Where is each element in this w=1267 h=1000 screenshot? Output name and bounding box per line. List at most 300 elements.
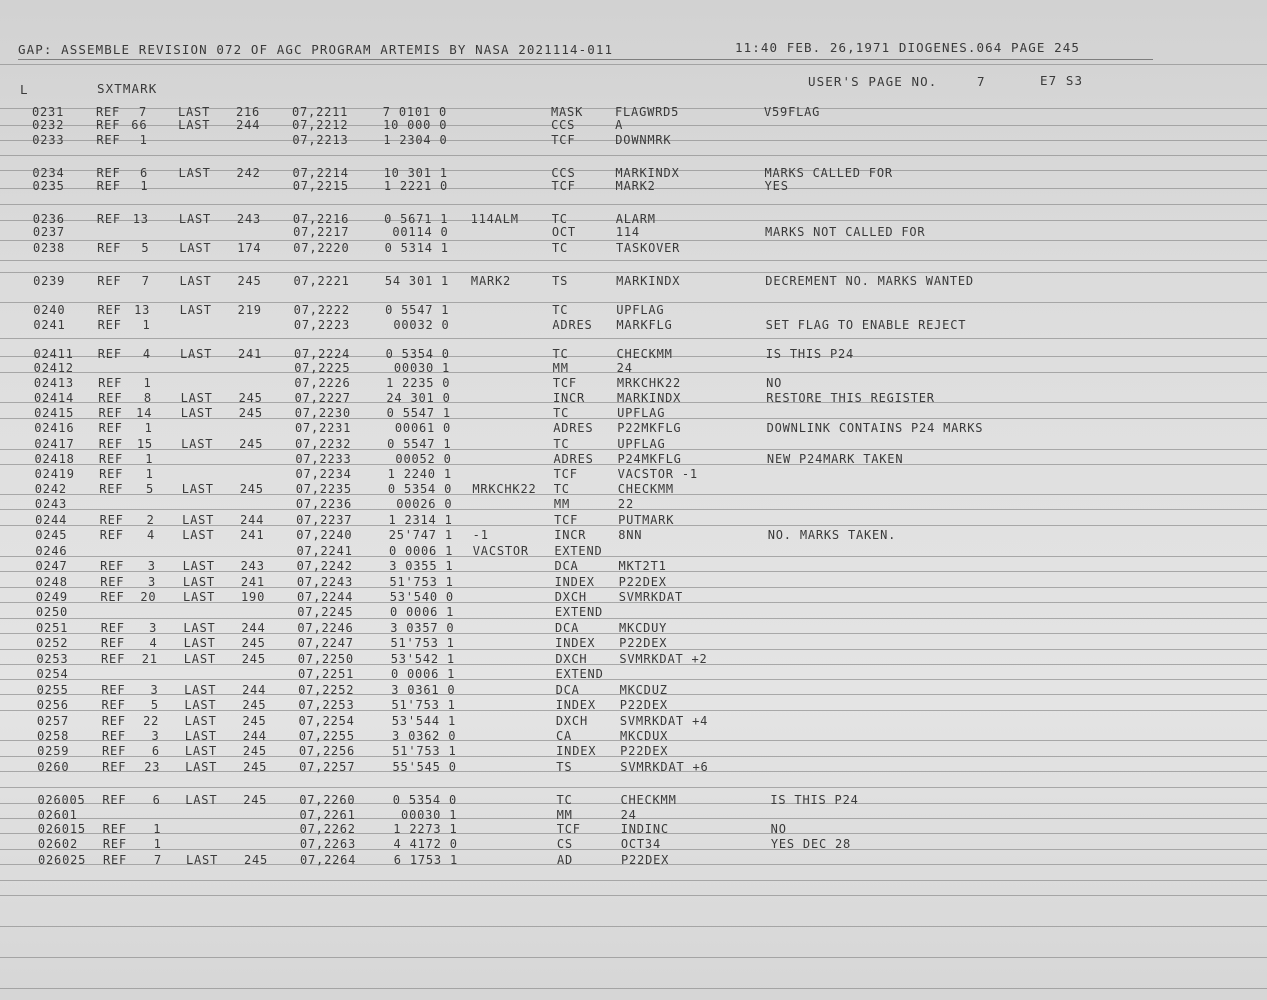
line-addr: 07,2212 bbox=[292, 118, 349, 132]
line-code: 4 4172 0 bbox=[393, 837, 458, 851]
line-comment: IS THIS P24 bbox=[770, 793, 859, 807]
line-loc: 02418 bbox=[34, 452, 75, 466]
line-addr: 07,2254 bbox=[298, 714, 355, 728]
paper-rule bbox=[0, 204, 1267, 205]
line-last: LAST bbox=[185, 793, 218, 807]
line-loc: 0260 bbox=[37, 760, 70, 774]
line-ref: REF bbox=[100, 575, 125, 589]
line-operand: MKCDUY bbox=[619, 621, 668, 635]
line-comment: MARKS CALLED FOR bbox=[764, 166, 893, 180]
line-loc: 02416 bbox=[34, 421, 75, 435]
line-op: MM bbox=[553, 497, 570, 511]
line-last: LAST bbox=[184, 714, 217, 728]
line-loc: 0237 bbox=[32, 225, 65, 239]
line-ref: REF bbox=[100, 590, 125, 604]
line-op: TC bbox=[553, 437, 570, 451]
line-refn: 14 bbox=[136, 406, 153, 420]
line-op: TC bbox=[552, 303, 569, 317]
line-op: INDEX bbox=[556, 744, 597, 758]
paper-rule bbox=[0, 957, 1267, 958]
line-loc: 026005 bbox=[37, 793, 86, 807]
line-operand: MKCDUZ bbox=[619, 683, 668, 697]
users-page-number: 7 bbox=[977, 74, 986, 89]
line-code: 51'753 1 bbox=[389, 575, 454, 589]
routine-name: SXTMARK bbox=[97, 81, 158, 96]
line-ref: REF bbox=[96, 118, 121, 132]
line-op: INCR bbox=[554, 528, 587, 542]
line-addr: 07,2235 bbox=[295, 482, 352, 496]
line-operand: SVMRKDAT +4 bbox=[619, 714, 709, 728]
line-op: INDEX bbox=[555, 636, 596, 650]
line-refn: 6 bbox=[140, 166, 149, 180]
line-op: OCT bbox=[551, 225, 576, 239]
line-addr: 07,2252 bbox=[298, 683, 355, 697]
line-op: TS bbox=[552, 274, 569, 288]
line-loc: 02411 bbox=[33, 347, 74, 361]
line-lastn: 219 bbox=[237, 303, 262, 317]
line-ref: REF bbox=[97, 347, 122, 361]
line-last: LAST bbox=[183, 621, 216, 635]
paper-rule bbox=[0, 895, 1267, 896]
line-loc: 0234 bbox=[32, 166, 65, 180]
line-addr: 07,2260 bbox=[299, 793, 356, 807]
line-addr: 07,2256 bbox=[298, 744, 356, 758]
line-loc: 0258 bbox=[37, 729, 70, 743]
line-refn: 21 bbox=[141, 652, 158, 666]
line-code: 3 0361 0 bbox=[391, 683, 456, 697]
line-ref: REF bbox=[96, 212, 121, 226]
line-op: EXTEND bbox=[554, 544, 603, 558]
line-op: TCF bbox=[556, 822, 581, 836]
line-operand: MARKINDX bbox=[615, 166, 680, 180]
line-operand: SVMRKDAT +2 bbox=[619, 652, 708, 666]
line-refn: 23 bbox=[144, 760, 161, 774]
line-ref: REF bbox=[97, 303, 122, 317]
line-code: 51'753 1 bbox=[392, 744, 457, 758]
line-addr: 07,2234 bbox=[295, 467, 352, 481]
line-code: 0 5547 1 bbox=[386, 406, 451, 420]
line-loc: 0239 bbox=[33, 274, 66, 288]
line-refn: 6 bbox=[151, 744, 160, 758]
line-operand: UPFLAG bbox=[616, 303, 665, 317]
line-lastn: 243 bbox=[240, 559, 265, 573]
line-refn: 1 bbox=[139, 133, 148, 147]
line-op: TCF bbox=[554, 513, 579, 527]
line-last: LAST bbox=[182, 575, 215, 589]
line-refn: 8 bbox=[143, 391, 152, 405]
line-label: MRKCHK22 bbox=[472, 482, 537, 496]
line-addr: 07,2221 bbox=[293, 274, 350, 288]
line-refn: 5 bbox=[145, 482, 154, 496]
paper-rule bbox=[0, 556, 1267, 557]
line-comment: YES DEC 28 bbox=[770, 837, 852, 851]
line-comment: YES bbox=[764, 179, 789, 193]
line-addr: 07,2233 bbox=[295, 452, 352, 466]
line-addr: 07,2244 bbox=[297, 590, 354, 604]
line-ref: REF bbox=[99, 482, 124, 496]
line-label: VACSTOR bbox=[472, 544, 529, 558]
line-operand: MARKINDX bbox=[616, 274, 681, 288]
line-op: DCA bbox=[554, 559, 579, 573]
line-loc: 02417 bbox=[34, 437, 75, 451]
line-refn: 1 bbox=[143, 376, 152, 390]
line-code: 53'544 1 bbox=[391, 714, 456, 728]
line-op: MM bbox=[552, 361, 569, 375]
users-page-label: USER'S PAGE NO. bbox=[808, 74, 938, 89]
line-refn: 13 bbox=[134, 303, 151, 317]
line-operand: PUTMARK bbox=[618, 513, 675, 527]
line-last: LAST bbox=[184, 729, 217, 743]
paper-rule bbox=[0, 260, 1267, 261]
line-ref: REF bbox=[99, 467, 124, 481]
line-lastn: 190 bbox=[241, 590, 266, 604]
line-addr: 07,2241 bbox=[296, 544, 353, 558]
line-loc: 0241 bbox=[33, 318, 66, 332]
line-code: 51'753 1 bbox=[391, 698, 456, 712]
line-loc: 0259 bbox=[37, 744, 70, 758]
line-loc: 02414 bbox=[33, 391, 75, 405]
line-operand: P22MKFLG bbox=[617, 421, 682, 435]
line-ref: REF bbox=[101, 683, 126, 697]
line-op: INCR bbox=[552, 391, 586, 405]
line-code: 1 2235 0 bbox=[386, 376, 451, 390]
line-code: 00032 0 bbox=[393, 318, 450, 332]
line-addr: 07,2223 bbox=[293, 318, 351, 332]
line-code: 55'545 0 bbox=[392, 760, 457, 774]
line-refn: 4 bbox=[147, 528, 156, 542]
line-ref: REF bbox=[97, 318, 122, 332]
line-loc: 0235 bbox=[32, 179, 65, 193]
line-refn: 3 bbox=[149, 621, 158, 635]
line-label: MARK2 bbox=[470, 274, 512, 288]
line-addr: 07,2225 bbox=[294, 361, 351, 375]
line-operand: INDINC bbox=[620, 822, 669, 836]
line-addr: 07,2242 bbox=[296, 559, 353, 573]
line-addr: 07,2263 bbox=[299, 837, 356, 851]
line-loc: 0255 bbox=[36, 683, 69, 697]
line-lastn: 174 bbox=[237, 241, 262, 255]
line-ref: REF bbox=[101, 652, 126, 666]
line-refn: 13 bbox=[132, 212, 149, 226]
line-operand: MARKINDX bbox=[616, 391, 682, 405]
line-refn: 4 bbox=[149, 636, 158, 650]
line-loc: 0251 bbox=[36, 621, 69, 635]
line-addr: 07,2232 bbox=[295, 437, 352, 451]
line-code: 00061 0 bbox=[394, 421, 452, 435]
line-last: LAST bbox=[180, 347, 213, 361]
line-loc: 0242 bbox=[34, 482, 67, 496]
line-refn: 7 bbox=[141, 274, 150, 288]
line-code: 0 5671 1 bbox=[384, 212, 449, 226]
line-loc: 0231 bbox=[32, 105, 65, 119]
paper-rule bbox=[0, 64, 1267, 65]
line-code: 00026 0 bbox=[396, 497, 453, 511]
line-ref: REF bbox=[98, 376, 123, 390]
line-code: 53'542 1 bbox=[390, 652, 455, 666]
line-ref: REF bbox=[96, 105, 121, 119]
line-operand: ALARM bbox=[615, 212, 656, 226]
line-operand: 22 bbox=[617, 497, 634, 511]
line-operand: MARK2 bbox=[615, 179, 656, 193]
paper-rule bbox=[0, 372, 1267, 373]
line-lastn: 244 bbox=[242, 683, 267, 697]
line-ref: REF bbox=[100, 559, 125, 573]
line-comment: DECREMENT NO. MARKS WANTED bbox=[765, 274, 974, 288]
assembly-title: GAP: ASSEMBLE REVISION 072 OF AGC PROGRAM ARTEMIS BY NASA 2021114-011 bbox=[18, 42, 614, 57]
line-addr: 07,2211 bbox=[292, 105, 349, 119]
line-op: EXTEND bbox=[554, 605, 604, 619]
line-ref: REF bbox=[102, 793, 127, 807]
line-lastn: 245 bbox=[239, 482, 264, 496]
line-loc: 02412 bbox=[33, 361, 74, 375]
line-code: 0 5354 0 bbox=[392, 793, 457, 807]
line-addr: 07,2216 bbox=[292, 212, 350, 226]
line-code: 0 5314 1 bbox=[384, 241, 449, 255]
line-op: MASK bbox=[551, 105, 584, 119]
page-code: E7 S3 bbox=[1040, 73, 1084, 88]
line-last: LAST bbox=[184, 683, 217, 697]
line-last: LAST bbox=[184, 744, 217, 758]
line-lastn: 216 bbox=[236, 105, 261, 119]
assembly-date: 11:40 FEB. 26,1971 DIOGENES.064 PAGE 245 bbox=[735, 40, 1081, 55]
line-last: LAST bbox=[181, 437, 214, 451]
line-lastn: 241 bbox=[238, 347, 263, 361]
line-ref: REF bbox=[98, 452, 123, 466]
line-operand: P22DEX bbox=[618, 575, 667, 589]
line-lastn: 245 bbox=[242, 698, 267, 712]
line-code: 51'753 1 bbox=[390, 636, 455, 650]
line-addr: 07,2226 bbox=[294, 376, 351, 390]
line-op: DXCH bbox=[555, 714, 588, 728]
line-loc: 026025 bbox=[38, 853, 87, 867]
line-op: ADRES bbox=[553, 421, 594, 435]
header-underline bbox=[18, 59, 1153, 60]
line-loc: 0249 bbox=[35, 590, 68, 604]
line-last: LAST bbox=[185, 760, 218, 774]
line-refn: 3 bbox=[148, 575, 157, 589]
line-op: TC bbox=[553, 406, 570, 420]
paper-rule bbox=[0, 679, 1267, 680]
line-last: LAST bbox=[184, 698, 217, 712]
line-comment: NEW P24MARK TAKEN bbox=[766, 452, 904, 466]
line-op: DCA bbox=[555, 683, 580, 697]
line-code: 00114 0 bbox=[392, 225, 449, 239]
line-lastn: 245 bbox=[242, 714, 267, 728]
line-loc: 0250 bbox=[35, 605, 69, 619]
line-ref: REF bbox=[98, 421, 123, 435]
line-lastn: 245 bbox=[243, 760, 268, 774]
line-ref: REF bbox=[101, 714, 126, 728]
line-lastn: 241 bbox=[240, 528, 265, 542]
line-code: 00030 1 bbox=[393, 361, 451, 375]
line-loc: 0256 bbox=[36, 698, 69, 712]
line-comment: NO. MARKS TAKEN. bbox=[767, 528, 897, 542]
line-operand: OCT34 bbox=[620, 837, 661, 851]
line-refn: 1 bbox=[140, 179, 149, 193]
line-ref: REF bbox=[102, 744, 127, 758]
left-marker: L bbox=[20, 82, 29, 97]
line-code: 25'747 1 bbox=[388, 528, 453, 542]
line-operand: SVMRKDAT bbox=[618, 590, 683, 604]
line-loc: 0257 bbox=[36, 714, 69, 728]
line-loc: 0253 bbox=[36, 652, 69, 666]
line-op: TC bbox=[553, 482, 570, 496]
line-operand: P22DEX bbox=[620, 744, 669, 758]
line-code: 6 1753 1 bbox=[393, 853, 458, 867]
line-refn: 4 bbox=[142, 347, 151, 361]
line-loc: 0238 bbox=[32, 241, 66, 255]
line-refn: 5 bbox=[141, 241, 150, 255]
line-ref: REF bbox=[98, 406, 123, 420]
line-lastn: 245 bbox=[237, 274, 262, 288]
line-loc: 0247 bbox=[35, 559, 68, 573]
line-refn: 3 bbox=[147, 559, 156, 573]
line-refn: 7 bbox=[153, 853, 162, 867]
line-op: TCF bbox=[551, 179, 576, 193]
line-code: 1 2221 0 bbox=[383, 179, 449, 193]
line-comment: NO bbox=[766, 376, 783, 390]
line-code: 0 0006 1 bbox=[388, 544, 454, 558]
line-ref: REF bbox=[102, 837, 127, 851]
line-loc: 0252 bbox=[36, 636, 69, 650]
line-ref: REF bbox=[101, 729, 126, 743]
line-last: LAST bbox=[179, 241, 212, 255]
line-lastn: 243 bbox=[236, 212, 261, 226]
line-ref: REF bbox=[101, 698, 126, 712]
paper-rule bbox=[0, 618, 1267, 619]
line-addr: 07,2251 bbox=[297, 667, 355, 681]
line-code: 1 2273 1 bbox=[393, 822, 458, 836]
line-op: DCA bbox=[555, 621, 580, 635]
line-refn: 5 bbox=[150, 698, 159, 712]
line-addr: 07,2231 bbox=[294, 421, 352, 435]
line-loc: 02413 bbox=[33, 376, 74, 390]
line-code: 3 0362 0 bbox=[392, 729, 457, 743]
line-operand: VACSTOR -1 bbox=[617, 467, 698, 481]
line-last: LAST bbox=[182, 513, 215, 527]
line-last: LAST bbox=[178, 166, 211, 180]
line-code: 54 301 1 bbox=[384, 274, 450, 288]
line-addr: 07,2262 bbox=[299, 822, 356, 836]
line-code: 00052 0 bbox=[395, 452, 452, 466]
line-ref: REF bbox=[99, 513, 124, 527]
line-operand: CHECKMM bbox=[620, 793, 677, 807]
line-op: EXTEND bbox=[555, 667, 604, 681]
line-addr: 07,2224 bbox=[294, 347, 351, 361]
line-operand: 8NN bbox=[618, 528, 643, 542]
paper-rule bbox=[0, 926, 1267, 927]
line-lastn: 245 bbox=[241, 636, 266, 650]
line-last: LAST bbox=[178, 105, 211, 119]
line-operand: 24 bbox=[616, 361, 633, 375]
line-loc: 02602 bbox=[37, 837, 78, 851]
line-refn: 22 bbox=[143, 714, 160, 728]
line-comment: IS THIS P24 bbox=[765, 347, 855, 361]
line-addr: 07,2213 bbox=[292, 133, 349, 147]
line-addr: 07,2214 bbox=[292, 166, 349, 180]
line-refn: 6 bbox=[152, 793, 161, 807]
line-last: LAST bbox=[183, 636, 216, 650]
line-refn: 2 bbox=[146, 513, 155, 527]
line-op: TCF bbox=[553, 467, 578, 481]
line-addr: 07,2257 bbox=[299, 760, 356, 774]
line-operand: P22DEX bbox=[619, 636, 668, 650]
paper-rule bbox=[0, 787, 1267, 788]
line-ref: REF bbox=[103, 853, 128, 867]
line-code: 0 5354 0 bbox=[385, 347, 450, 361]
line-refn: 1 bbox=[142, 318, 151, 332]
line-op: INDEX bbox=[554, 575, 595, 589]
line-comment: V59FLAG bbox=[764, 105, 821, 119]
line-ref: REF bbox=[102, 822, 127, 836]
line-comment: RESTORE THIS REGISTER bbox=[766, 391, 935, 405]
line-code: 3 0355 1 bbox=[389, 559, 454, 573]
line-last: LAST bbox=[182, 528, 215, 542]
line-last: LAST bbox=[178, 212, 212, 226]
line-code: 24 301 0 bbox=[386, 391, 451, 405]
line-addr: 07,2253 bbox=[298, 698, 355, 712]
line-ref: REF bbox=[97, 274, 122, 288]
paper-rule bbox=[0, 880, 1267, 881]
line-lastn: 245 bbox=[239, 437, 264, 451]
line-lastn: 241 bbox=[240, 575, 265, 589]
line-addr: 07,2255 bbox=[298, 729, 355, 743]
line-refn: 7 bbox=[138, 105, 147, 119]
line-lastn: 244 bbox=[242, 729, 267, 743]
line-refn: 15 bbox=[136, 437, 153, 451]
line-code: 0 5354 0 bbox=[387, 482, 453, 496]
line-ref: REF bbox=[102, 760, 127, 774]
line-addr: 07,2240 bbox=[296, 528, 353, 542]
line-ref: REF bbox=[98, 391, 123, 405]
line-code: 7 0101 0 bbox=[382, 105, 447, 119]
line-op: TCF bbox=[552, 376, 577, 390]
line-lastn: 245 bbox=[238, 406, 263, 420]
paper-rule bbox=[0, 338, 1267, 339]
line-lastn: 244 bbox=[241, 621, 266, 635]
line-operand: DOWNMRK bbox=[615, 133, 672, 147]
line-refn: 1 bbox=[153, 837, 162, 851]
line-ref: REF bbox=[100, 636, 125, 650]
line-addr: 07,2261 bbox=[299, 808, 356, 822]
line-ref: REF bbox=[99, 528, 124, 542]
line-code: 53'540 0 bbox=[389, 590, 454, 604]
line-code: 0 5547 1 bbox=[387, 437, 452, 451]
line-refn: 3 bbox=[150, 683, 159, 697]
line-last: LAST bbox=[178, 118, 211, 132]
line-loc: 0244 bbox=[35, 513, 68, 527]
line-last: LAST bbox=[179, 274, 212, 288]
line-code: 10 000 0 bbox=[383, 118, 448, 132]
line-ref: REF bbox=[96, 133, 121, 147]
line-refn: 1 bbox=[153, 822, 162, 836]
line-last: LAST bbox=[183, 590, 216, 604]
line-lastn: 244 bbox=[236, 118, 261, 132]
line-operand: 114 bbox=[615, 225, 640, 239]
line-op: TC bbox=[556, 793, 573, 807]
line-operand: 24 bbox=[620, 808, 637, 822]
line-lastn: 245 bbox=[238, 391, 263, 405]
line-refn: 66 bbox=[131, 118, 148, 132]
line-code: 1 2304 0 bbox=[383, 133, 448, 147]
line-loc: 026015 bbox=[37, 822, 86, 836]
line-operand: SVMRKDAT +6 bbox=[620, 760, 709, 774]
line-op: TC bbox=[551, 212, 568, 226]
line-addr: 07,2243 bbox=[296, 575, 354, 589]
line-op: ADRES bbox=[553, 452, 594, 466]
line-addr: 07,2245 bbox=[297, 605, 354, 619]
line-operand: MKCDUX bbox=[620, 729, 669, 743]
